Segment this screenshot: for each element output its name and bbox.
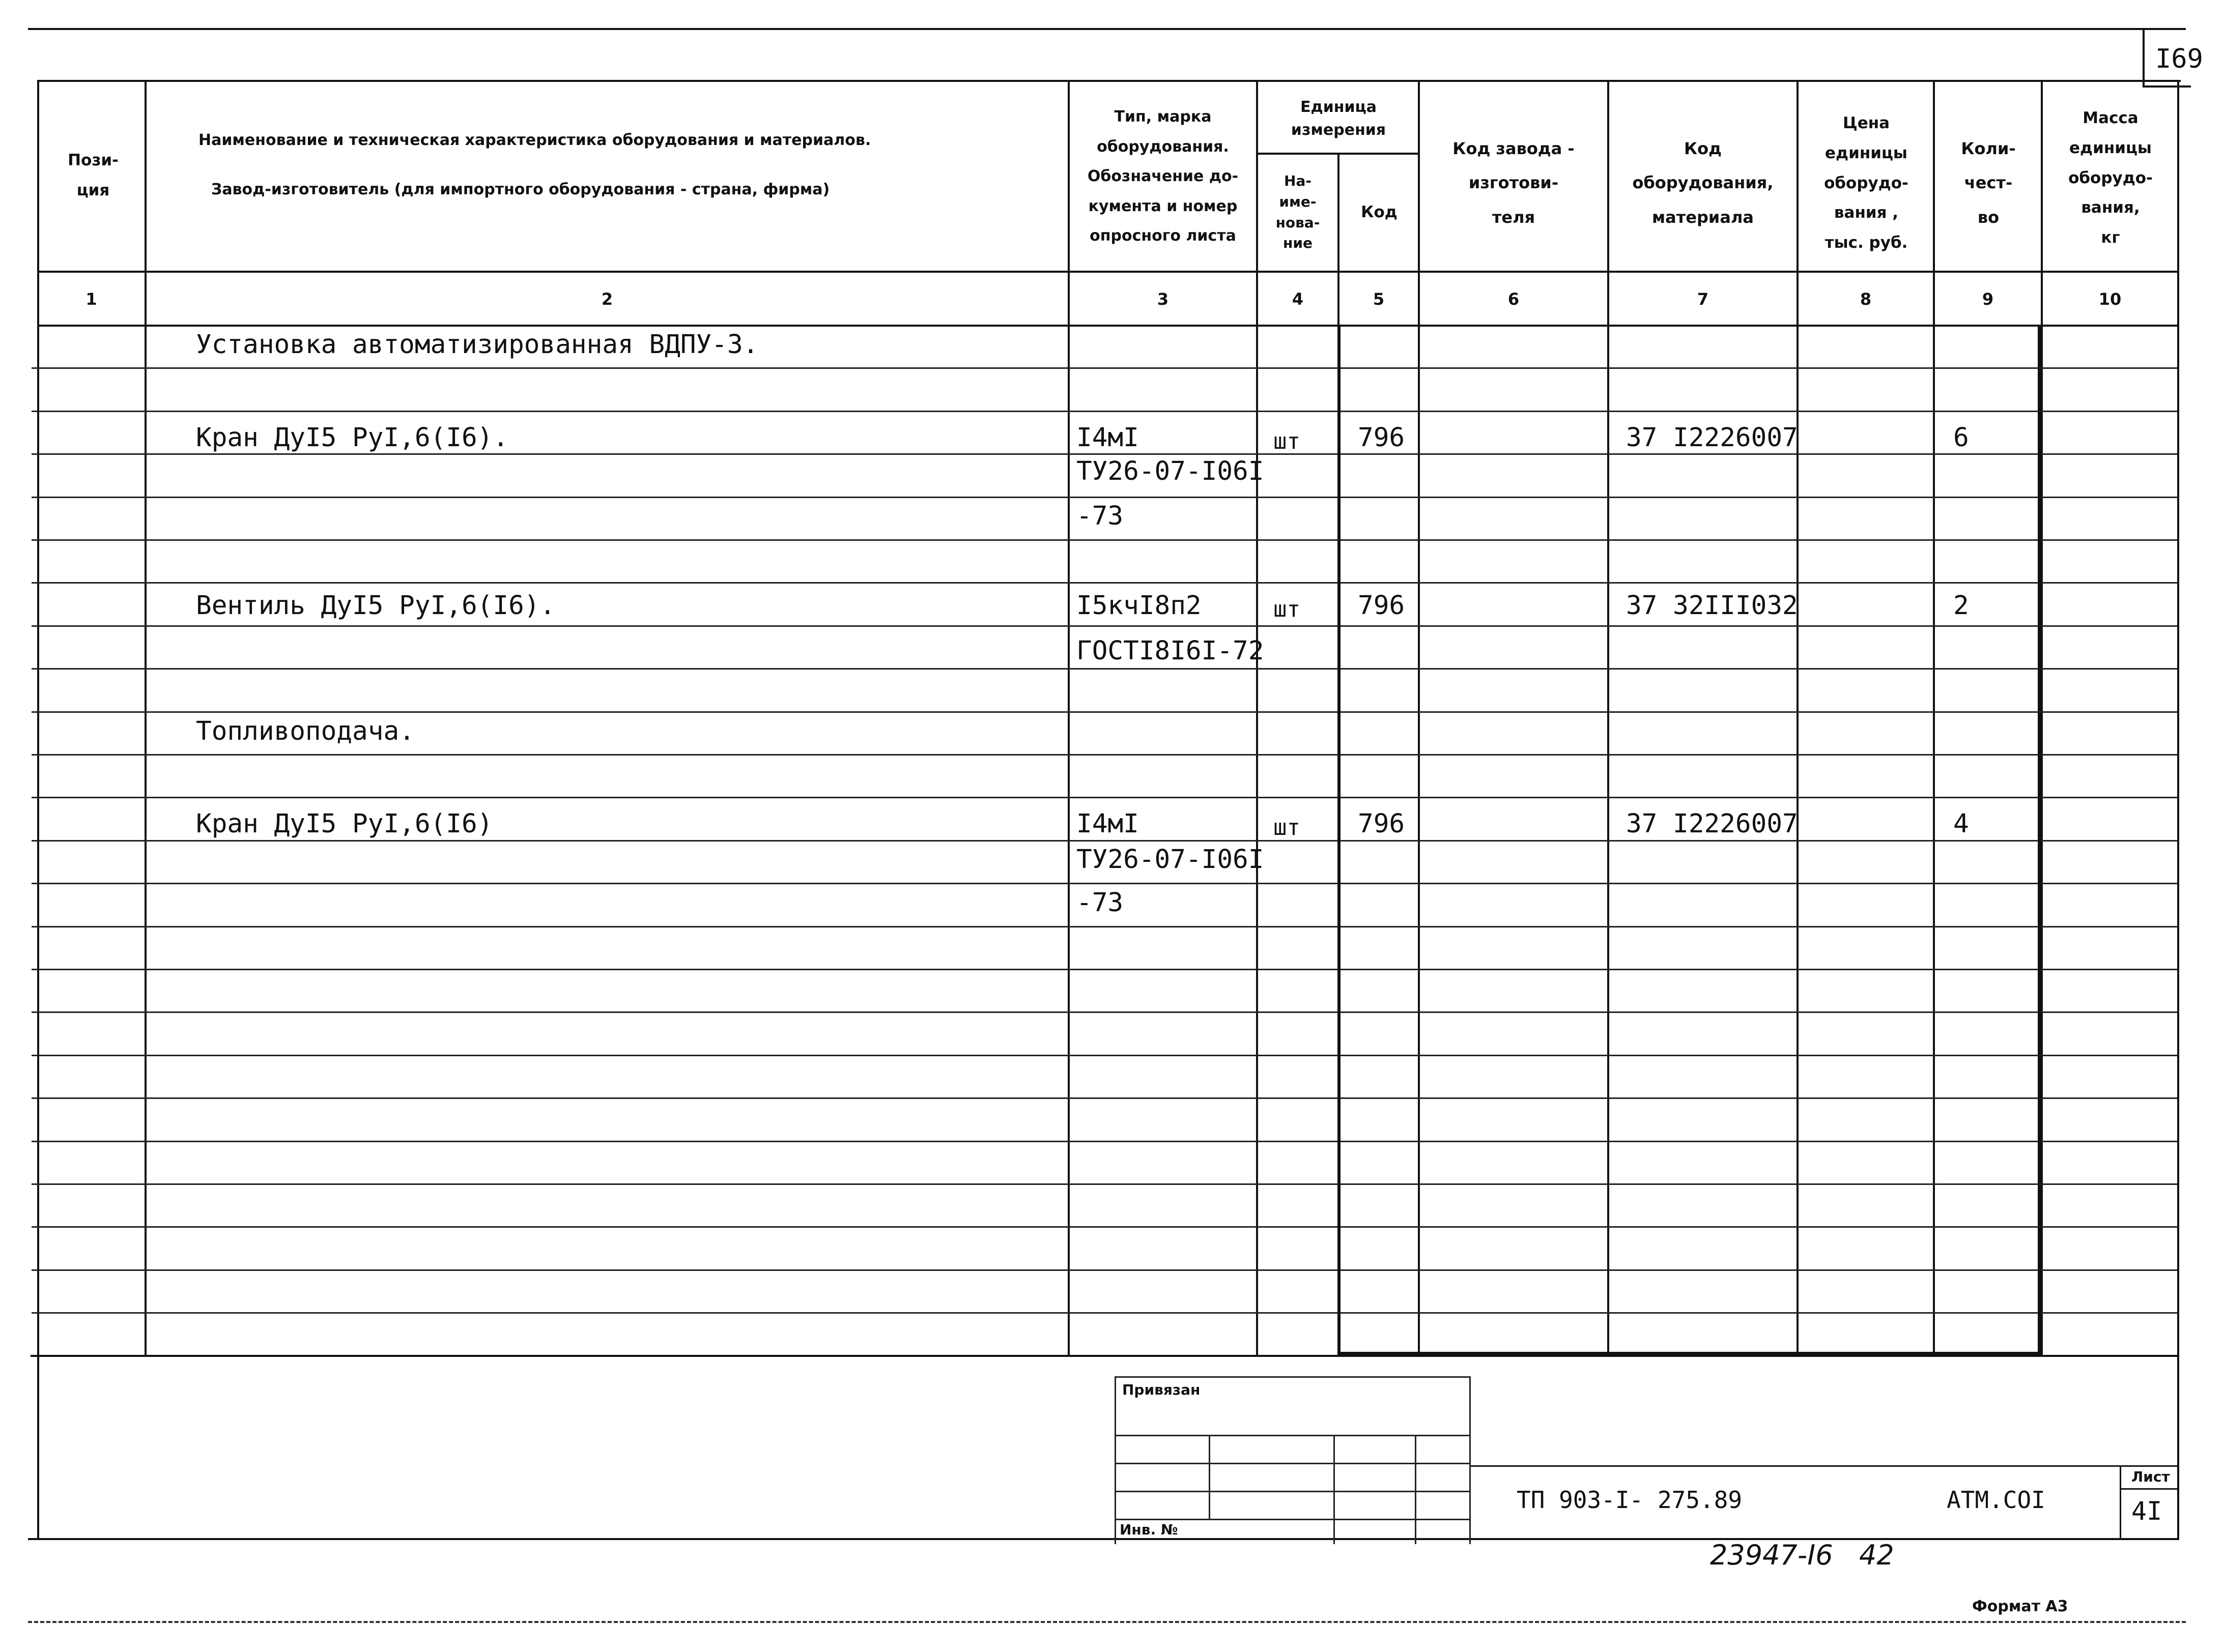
- row-7-unit: шт: [1273, 596, 1300, 622]
- body-bottom-rule: [31, 1355, 2178, 1357]
- row-7-qty: 2: [1953, 591, 1969, 621]
- header-unit-code: Код: [1361, 203, 1398, 222]
- document-code: ТП 903-I- 275.89: [1517, 1486, 1743, 1514]
- header-unit-name: На- име- нова- ние: [1275, 172, 1320, 252]
- header-type: Тип, марка оборудования. Обозначение до- кумента и номер опросного листа: [1087, 108, 1239, 245]
- sheet-cell-divider: [2120, 1488, 2178, 1490]
- row-13-type: ТУ26-07-I06I: [1076, 845, 1264, 875]
- codes-frame: [1337, 325, 2041, 1355]
- colnum-8: 8: [1860, 289, 1872, 309]
- row-14-type: -73: [1076, 888, 1124, 918]
- top-rule: [28, 28, 2186, 30]
- handwritten-archive-number: 23947-I6 42: [1710, 1539, 1894, 1571]
- row-3-unit: шт: [1273, 428, 1300, 454]
- row-3-code: 37 I2226007: [1626, 423, 1798, 453]
- header-equipment-code: Код оборудования, материала: [1632, 139, 1774, 227]
- colnum-6: 6: [1507, 289, 1520, 309]
- inventory-label: Инв. №: [1120, 1521, 1178, 1538]
- row-3-name: Кран ДуI5 РуI,6(I6).: [196, 423, 509, 453]
- row-7-unit-code: 796: [1358, 591, 1405, 621]
- row-4-type: ТУ26-07-I06I: [1076, 456, 1264, 486]
- colnum-5: 5: [1373, 289, 1385, 309]
- row-10-name: Топливоподача.: [196, 716, 415, 746]
- sheet-cell-left: [2120, 1465, 2121, 1539]
- row-7-name: Вентиль ДуI5 РуI,6(I6).: [196, 591, 556, 621]
- colnum-4: 4: [1292, 289, 1304, 309]
- row-12-unit: шт: [1273, 815, 1300, 841]
- header-manufacturer: Завод-изготовитель (для импортного оборудования - страна, фирма): [211, 181, 830, 198]
- row-3-qty: 6: [1953, 423, 1969, 453]
- linked-stamp: [1115, 1376, 1471, 1544]
- header-name: Наименование и техническая характеристика оборудования и материалов.: [198, 131, 871, 149]
- header-factory-code: Код завода - изготови- теля: [1452, 139, 1575, 227]
- row-12-code: 37 I2226007: [1626, 809, 1798, 839]
- colnum-10: 10: [2098, 289, 2122, 309]
- row-8-type: ГОСТI8I6I-72: [1076, 636, 1264, 666]
- colnum-9: 9: [1982, 289, 1994, 309]
- page-number-divider: [2143, 28, 2145, 86]
- colnum-3: 3: [1157, 289, 1169, 309]
- row-12-name: Кран ДуI5 РуI,6(I6): [196, 809, 493, 839]
- colnum-7: 7: [1697, 289, 1709, 309]
- title-block-top-rule: [1471, 1465, 2178, 1467]
- row-5-type: -73: [1076, 501, 1124, 531]
- linked-label: Привязан: [1122, 1381, 1201, 1398]
- page-number: I69: [2155, 44, 2203, 74]
- page-number-underline: [2143, 85, 2191, 88]
- row-12-type: I4мI: [1076, 809, 1139, 839]
- header-unit-group: Единица измерения: [1291, 98, 1386, 139]
- sheet-number: 4I: [2131, 1496, 2162, 1526]
- row-1-name: Установка автоматизированная ВДПУ-3.: [196, 330, 759, 360]
- format-label: Формат А3: [1972, 1598, 2068, 1615]
- col-sep-3: [1256, 80, 1258, 1357]
- col-sep-9: [2041, 80, 2043, 1357]
- header-price: Цена единицы оборудо- вания , тыс. руб.: [1824, 113, 1908, 252]
- header-bottom-rule: [38, 271, 2178, 273]
- document-mark: АТМ.СОI: [1947, 1486, 2045, 1514]
- header-position: Пози- ция: [68, 151, 119, 199]
- row-12-unit-code: 796: [1358, 809, 1405, 839]
- header-quantity: Коли- чест- во: [1961, 139, 2016, 227]
- row-3-type: I4мI: [1076, 423, 1139, 453]
- header-mass: Масса единицы оборудо- вания, кг: [2068, 108, 2153, 247]
- bottom-cut-line: [28, 1621, 2186, 1623]
- table-top-border: [38, 80, 2181, 82]
- row-7-type: I5кчI8п2: [1076, 591, 1202, 621]
- colnum-1: 1: [85, 289, 97, 309]
- col-sep-1: [145, 80, 147, 1357]
- col-sep-2: [1068, 80, 1070, 1357]
- colnum-2: 2: [601, 289, 613, 309]
- row-7-code: 37 32III032: [1626, 591, 1798, 621]
- row-12-qty: 4: [1953, 809, 1969, 839]
- row-3-unit-code: 796: [1358, 423, 1405, 453]
- sheet-label: Лист: [2131, 1468, 2170, 1485]
- table-right-border: [2177, 80, 2179, 1539]
